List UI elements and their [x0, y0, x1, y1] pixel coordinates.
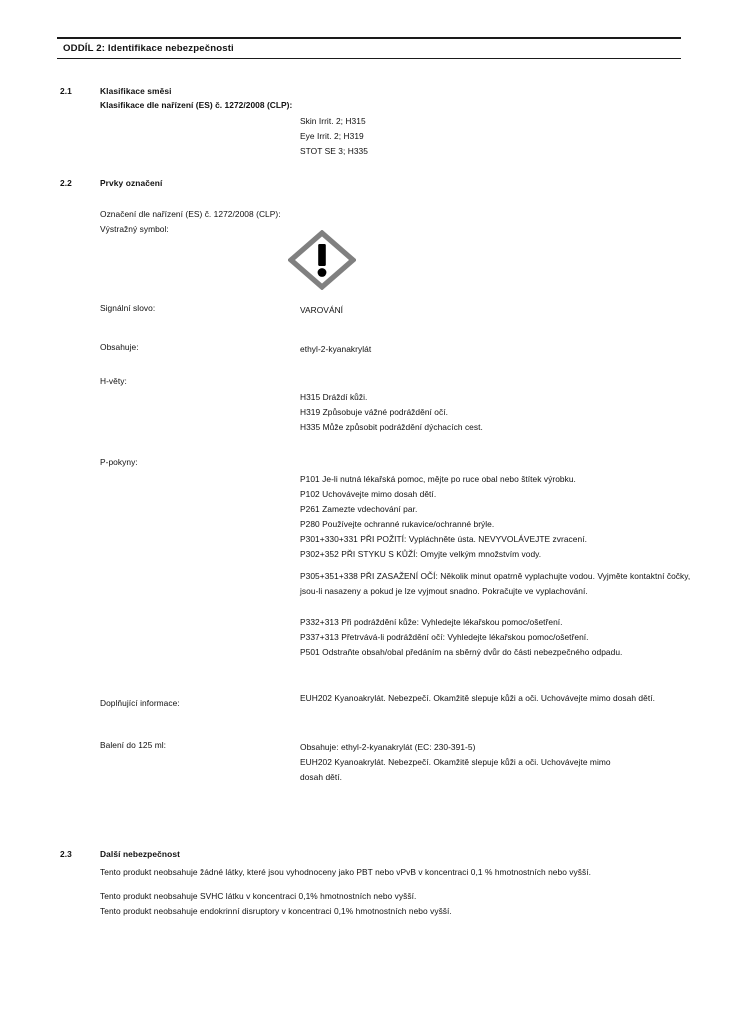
h-statement-1: H319 Způsobuje vážné podráždění očí. [300, 407, 448, 417]
other-hazards-paragraph-1: Tento produkt neobsahuje SVHC látku v koncentraci 0,1% hmotnostních nebo vyšší. [100, 891, 417, 901]
header-rule-bottom [57, 58, 681, 59]
classification-item-2: STOT SE 3; H335 [300, 146, 368, 156]
section-number-2-2: 2.2 [60, 178, 72, 188]
p-statement-0: P101 Je-li nutná lékařská pomoc, mějte po ruce obal nebo štítek výrobku. [300, 474, 576, 484]
p-statement-1: P102 Uchovávejte mimo dosah dětí. [300, 489, 437, 499]
classification-item-1: Eye Irrit. 2; H319 [300, 131, 364, 141]
packaging-label: Balení do 125 ml: [100, 740, 167, 750]
p-statement-5: P302+352 PŘI STYKU S KŮŽÍ: Omyjte velkým množstvím vody. [300, 549, 542, 559]
section-header-title: ODDÍL 2: Identifikace nebezpečnosti [63, 42, 234, 54]
signal-word-label: Signální slovo: [100, 303, 156, 313]
supplemental-info-value: EUH202 Kyanoakrylát. Nebezpečí. Okamžitě slepuje kůži a oči. Uchovávejte mimo dosah dětí. [300, 693, 655, 703]
section-heading-2-2: Prvky označení [100, 178, 163, 188]
p-statements-label: P-pokyny: [100, 457, 138, 467]
p-statement-8: P337+313 Přetrvává-li podráždění očí: Vyhledejte lékařskou pomoc/ošetření. [300, 632, 589, 642]
contains-label: Obsahuje: [100, 342, 139, 352]
labelling-intro: Označení dle nařízení (ES) č. 1272/2008 (CLP): [100, 209, 281, 219]
packaging-line-1: EUH202 Kyanoakrylát. Nebezpečí. Okamžitě slepuje kůži a oči. Uchovávejte mimo dosah dětí. [300, 757, 611, 783]
p-statement-6: P305+351+338 PŘI ZASAŽENÍ OČÍ: Několik minut opatrně vyplachujte vodou. Vyjměte kontaktní čočky, jsou-li nasazeny a pokud je lze vyjmout snadno. Pokračujte ve vyplachování. [300, 571, 691, 597]
other-hazards-paragraph-2: Tento produkt neobsahuje endokrinní disruptory v koncentraci 0,1% hmotnostních nebo vyšší. [100, 906, 452, 916]
section-heading-2-1: Klasifikace směsi [100, 86, 172, 96]
section-number-2-3: 2.3 [60, 849, 72, 859]
p-statement-7: P332+313 Při podráždění kůže: Vyhledejte lékařskou pomoc/ošetření. [300, 617, 563, 627]
p-statement-9: P501 Odstraňte obsah/obal předáním na sběrný dvůr do části nebezpečného odpadu. [300, 647, 623, 657]
section-header [57, 37, 681, 59]
h-statement-2: H335 Může způsobit podráždění dýchacích cest. [300, 422, 483, 432]
section-number-2-1: 2.1 [60, 86, 72, 96]
p-statement-3: P280 Používejte ochranné rukavice/ochranné brýle. [300, 519, 495, 529]
h-statements-label: H-věty: [100, 376, 127, 386]
packaging-line-0: Obsahuje: ethyl-2-kyanakrylát (EC: 230-391-5) [300, 742, 476, 752]
other-hazards-paragraph-0: Tento produkt neobsahuje žádné látky, které jsou vyhodnoceny jako PBT nebo vPvB v koncentraci 0,1 % hmotnostních nebo vyšší. [100, 867, 591, 877]
p-statement-2: P261 Zamezte vdechování par. [300, 504, 418, 514]
contains-value: ethyl-2-kyanakrylát [300, 344, 372, 354]
section-heading-2-3: Další nebezpečnost [100, 849, 180, 859]
ghs07-exclamation-mark-icon [288, 230, 356, 290]
pictogram-label: Výstražný symbol: [100, 224, 169, 234]
signal-word-value: VAROVÁNÍ [300, 305, 344, 315]
classification-item-0: Skin Irrit. 2; H315 [300, 116, 366, 126]
supplemental-info-label: Doplňující informace: [100, 698, 180, 708]
p-statement-4: P301+330+331 PŘI POŽITÍ: Vypláchněte ústa. NEVYVOLÁVEJTE zvracení. [300, 534, 587, 544]
h-statement-0: H315 Dráždí kůži. [300, 392, 368, 402]
classification-subheading: Klasifikace dle nařízení (ES) č. 1272/2008 (CLP): [100, 100, 293, 110]
